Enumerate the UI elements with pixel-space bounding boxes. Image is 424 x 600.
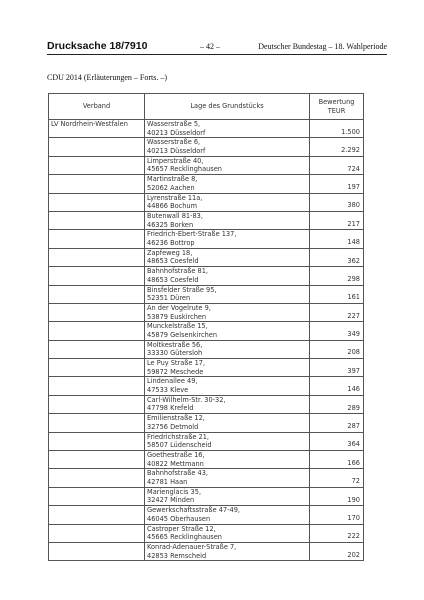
table-row (49, 193, 364, 211)
cell-bewertung: 397 (310, 359, 364, 377)
address-city: 46236 Bottrop (147, 238, 195, 247)
header-lage: Lage des Grundstücks (145, 94, 310, 120)
address-street: Lyrenstraße 11a, (147, 193, 203, 202)
address-street: Goethestraße 16, (147, 451, 205, 460)
table-row (49, 285, 364, 303)
cell-verband (49, 211, 145, 229)
cell-bewertung: 146 (310, 377, 364, 395)
cell-verband (49, 267, 145, 285)
cell-lage (145, 451, 310, 469)
cell-verband (49, 395, 145, 413)
cell-lage (145, 414, 310, 432)
cell-bewertung: 362 (310, 248, 364, 266)
cell-bewertung: 197 (310, 175, 364, 193)
cell-verband (49, 451, 145, 469)
address-city: 52351 Düren (147, 294, 191, 303)
address-street: Butenwall 81-83, (147, 211, 203, 220)
cell-verband (49, 230, 145, 248)
cell-verband (49, 340, 145, 358)
table-row (49, 267, 364, 285)
header-bewertung (310, 94, 364, 120)
address-street: Carl-Wilhelm-Str. 30-32, (147, 395, 226, 404)
series-number: 7910 (124, 40, 148, 52)
address-city: 40213 Düsseldorf (147, 128, 206, 137)
cell-bewertung: 289 (310, 395, 364, 413)
cell-lage (145, 175, 310, 193)
cell-lage (145, 211, 310, 229)
cell-bewertung: 364 (310, 432, 364, 450)
header-bewertung-line1: Bewertung (318, 97, 355, 106)
series-label: Drucksache 18/ (47, 40, 125, 52)
property-table (48, 93, 364, 561)
address-city: 46325 Borken (147, 220, 194, 229)
table-row (49, 303, 364, 321)
address-street: Martinstraße 8, (147, 175, 198, 184)
cell-lage (145, 138, 310, 156)
cell-verband (49, 156, 145, 174)
table-row (49, 120, 364, 138)
cell-verband (49, 469, 145, 487)
cell-bewertung: 190 (310, 487, 364, 505)
header-bewertung-line2: TEUR (327, 106, 346, 115)
cell-bewertung: 380 (310, 193, 364, 211)
cell-lage (145, 303, 310, 321)
address-street: Munckelstraße 15, (147, 322, 208, 331)
address-street: Zapfeweg 18, (147, 248, 193, 257)
cell-lage (145, 322, 310, 340)
table-row (49, 469, 364, 487)
cell-lage (145, 120, 310, 138)
cell-verband (49, 359, 145, 377)
address-street: Binsfelder Straße 95, (147, 285, 217, 294)
address-city: 59872 Meschede (147, 367, 204, 376)
table-row (49, 377, 364, 395)
address-street: Bahnhofstraße 81, (147, 267, 209, 276)
header-rule (47, 54, 387, 55)
table-row (49, 542, 364, 560)
address-street: Le Puy Straße 17, (147, 359, 206, 368)
cell-bewertung: 170 (310, 506, 364, 524)
cell-verband: LV Nordrhein-Westfalen (49, 120, 145, 138)
table-row (49, 230, 364, 248)
table-row (49, 138, 364, 156)
cell-verband (49, 175, 145, 193)
cell-bewertung: 349 (310, 322, 364, 340)
page-number: – 42 – (200, 42, 220, 51)
cell-bewertung: 222 (310, 524, 364, 542)
cell-verband (49, 303, 145, 321)
table-row (49, 248, 364, 266)
address-city: 42853 Remscheid (147, 551, 207, 560)
address-city: 40213 Düsseldorf (147, 146, 206, 155)
table-row (49, 524, 364, 542)
cell-verband (49, 542, 145, 560)
cell-bewertung: 208 (310, 340, 364, 358)
cell-bewertung: 227 (310, 303, 364, 321)
cell-verband (49, 138, 145, 156)
address-city: 47533 Kleve (147, 386, 189, 395)
address-street: Limperstraße 40, (147, 156, 204, 165)
cell-verband (49, 377, 145, 395)
cell-bewertung: 1.500 (310, 120, 364, 138)
address-street: An der Vogelrute 9, (147, 303, 211, 312)
address-street: Emilienstraße 12, (147, 414, 205, 423)
table-row (49, 340, 364, 358)
cell-verband (49, 524, 145, 542)
cell-verband (49, 487, 145, 505)
cell-bewertung: 148 (310, 230, 364, 248)
table-row (49, 414, 364, 432)
address-street: Gewerkschaftsstraße 47-49, (147, 506, 240, 515)
cell-verband (49, 193, 145, 211)
cell-verband (49, 248, 145, 266)
cell-lage (145, 524, 310, 542)
header-verband: Verband (49, 94, 145, 120)
cell-lage (145, 395, 310, 413)
cell-lage (145, 193, 310, 211)
address-city: 32756 Detmold (147, 422, 199, 431)
table-body (49, 120, 364, 561)
table-row (49, 175, 364, 193)
address-city: 45665 Recklinghausen (147, 533, 222, 542)
cell-lage (145, 248, 310, 266)
address-city: 53879 Euskirchen (147, 312, 207, 321)
cell-lage (145, 469, 310, 487)
section-caption: CDU 2014 (Erläuterungen – Forts. –) (47, 73, 167, 82)
table-header-row (49, 94, 364, 120)
address-street: Friedrich-Ebert-Straße 137, (147, 230, 237, 239)
address-street: Friedrichstraße 21, (147, 432, 210, 441)
address-city: 40822 Mettmann (147, 459, 204, 468)
address-street: Castroper Straße 12, (147, 524, 216, 533)
address-city: 44866 Bochum (147, 202, 198, 211)
address-city: 48653 Coesfeld (147, 257, 199, 266)
cell-lage (145, 267, 310, 285)
address-street: Lindenallee 49, (147, 377, 198, 386)
cell-bewertung: 202 (310, 542, 364, 560)
cell-lage (145, 340, 310, 358)
property-table-wrapper (48, 93, 363, 561)
cell-lage (145, 377, 310, 395)
address-city: 48653 Coesfeld (147, 275, 199, 284)
address-city: 45657 Recklinghausen (147, 165, 222, 174)
cell-lage (145, 156, 310, 174)
cell-bewertung: 166 (310, 451, 364, 469)
cell-bewertung: 217 (310, 211, 364, 229)
cell-lage (145, 542, 310, 560)
cell-bewertung: 72 (310, 469, 364, 487)
cell-bewertung: 724 (310, 156, 364, 174)
document-number (47, 40, 147, 52)
cell-lage (145, 432, 310, 450)
address-street: Wasserstraße 5, (147, 120, 201, 128)
cell-lage (145, 285, 310, 303)
cell-lage (145, 506, 310, 524)
cell-verband (49, 432, 145, 450)
address-street: Wasserstraße 6, (147, 138, 201, 147)
table-row (49, 359, 364, 377)
address-city: 47798 Krefeld (147, 404, 194, 413)
table-row (49, 322, 364, 340)
table-row (49, 156, 364, 174)
table-row (49, 451, 364, 469)
address-city: 58507 Lüdenscheid (147, 441, 212, 450)
table-row (49, 395, 364, 413)
table-row (49, 432, 364, 450)
table-row (49, 211, 364, 229)
table-row (49, 487, 364, 505)
table-row (49, 506, 364, 524)
publication-title: Deutscher Bundestag – 18. Wahlperiode (258, 42, 387, 51)
cell-lage (145, 487, 310, 505)
address-city: 46045 Oberhausen (147, 514, 211, 523)
address-street: Konrad-Adenauer-Straße 7, (147, 542, 237, 551)
address-street: Bahnhofstraße 43, (147, 469, 209, 478)
address-city: 32427 Minden (147, 496, 195, 505)
address-street: Marienglacis 35, (147, 487, 202, 496)
cell-verband (49, 506, 145, 524)
cell-verband (49, 414, 145, 432)
address-city: 52062 Aachen (147, 183, 195, 192)
cell-bewertung: 2.292 (310, 138, 364, 156)
cell-verband (49, 285, 145, 303)
address-street: Moltkestraße 56, (147, 340, 203, 349)
cell-bewertung: 298 (310, 267, 364, 285)
cell-lage (145, 230, 310, 248)
address-city: 33330 Gütersloh (147, 349, 203, 358)
cell-verband (49, 322, 145, 340)
cell-lage (145, 359, 310, 377)
address-city: 42781 Haan (147, 478, 188, 487)
address-city: 45879 Gelsenkirchen (147, 330, 217, 339)
cell-bewertung: 161 (310, 285, 364, 303)
cell-bewertung: 287 (310, 414, 364, 432)
